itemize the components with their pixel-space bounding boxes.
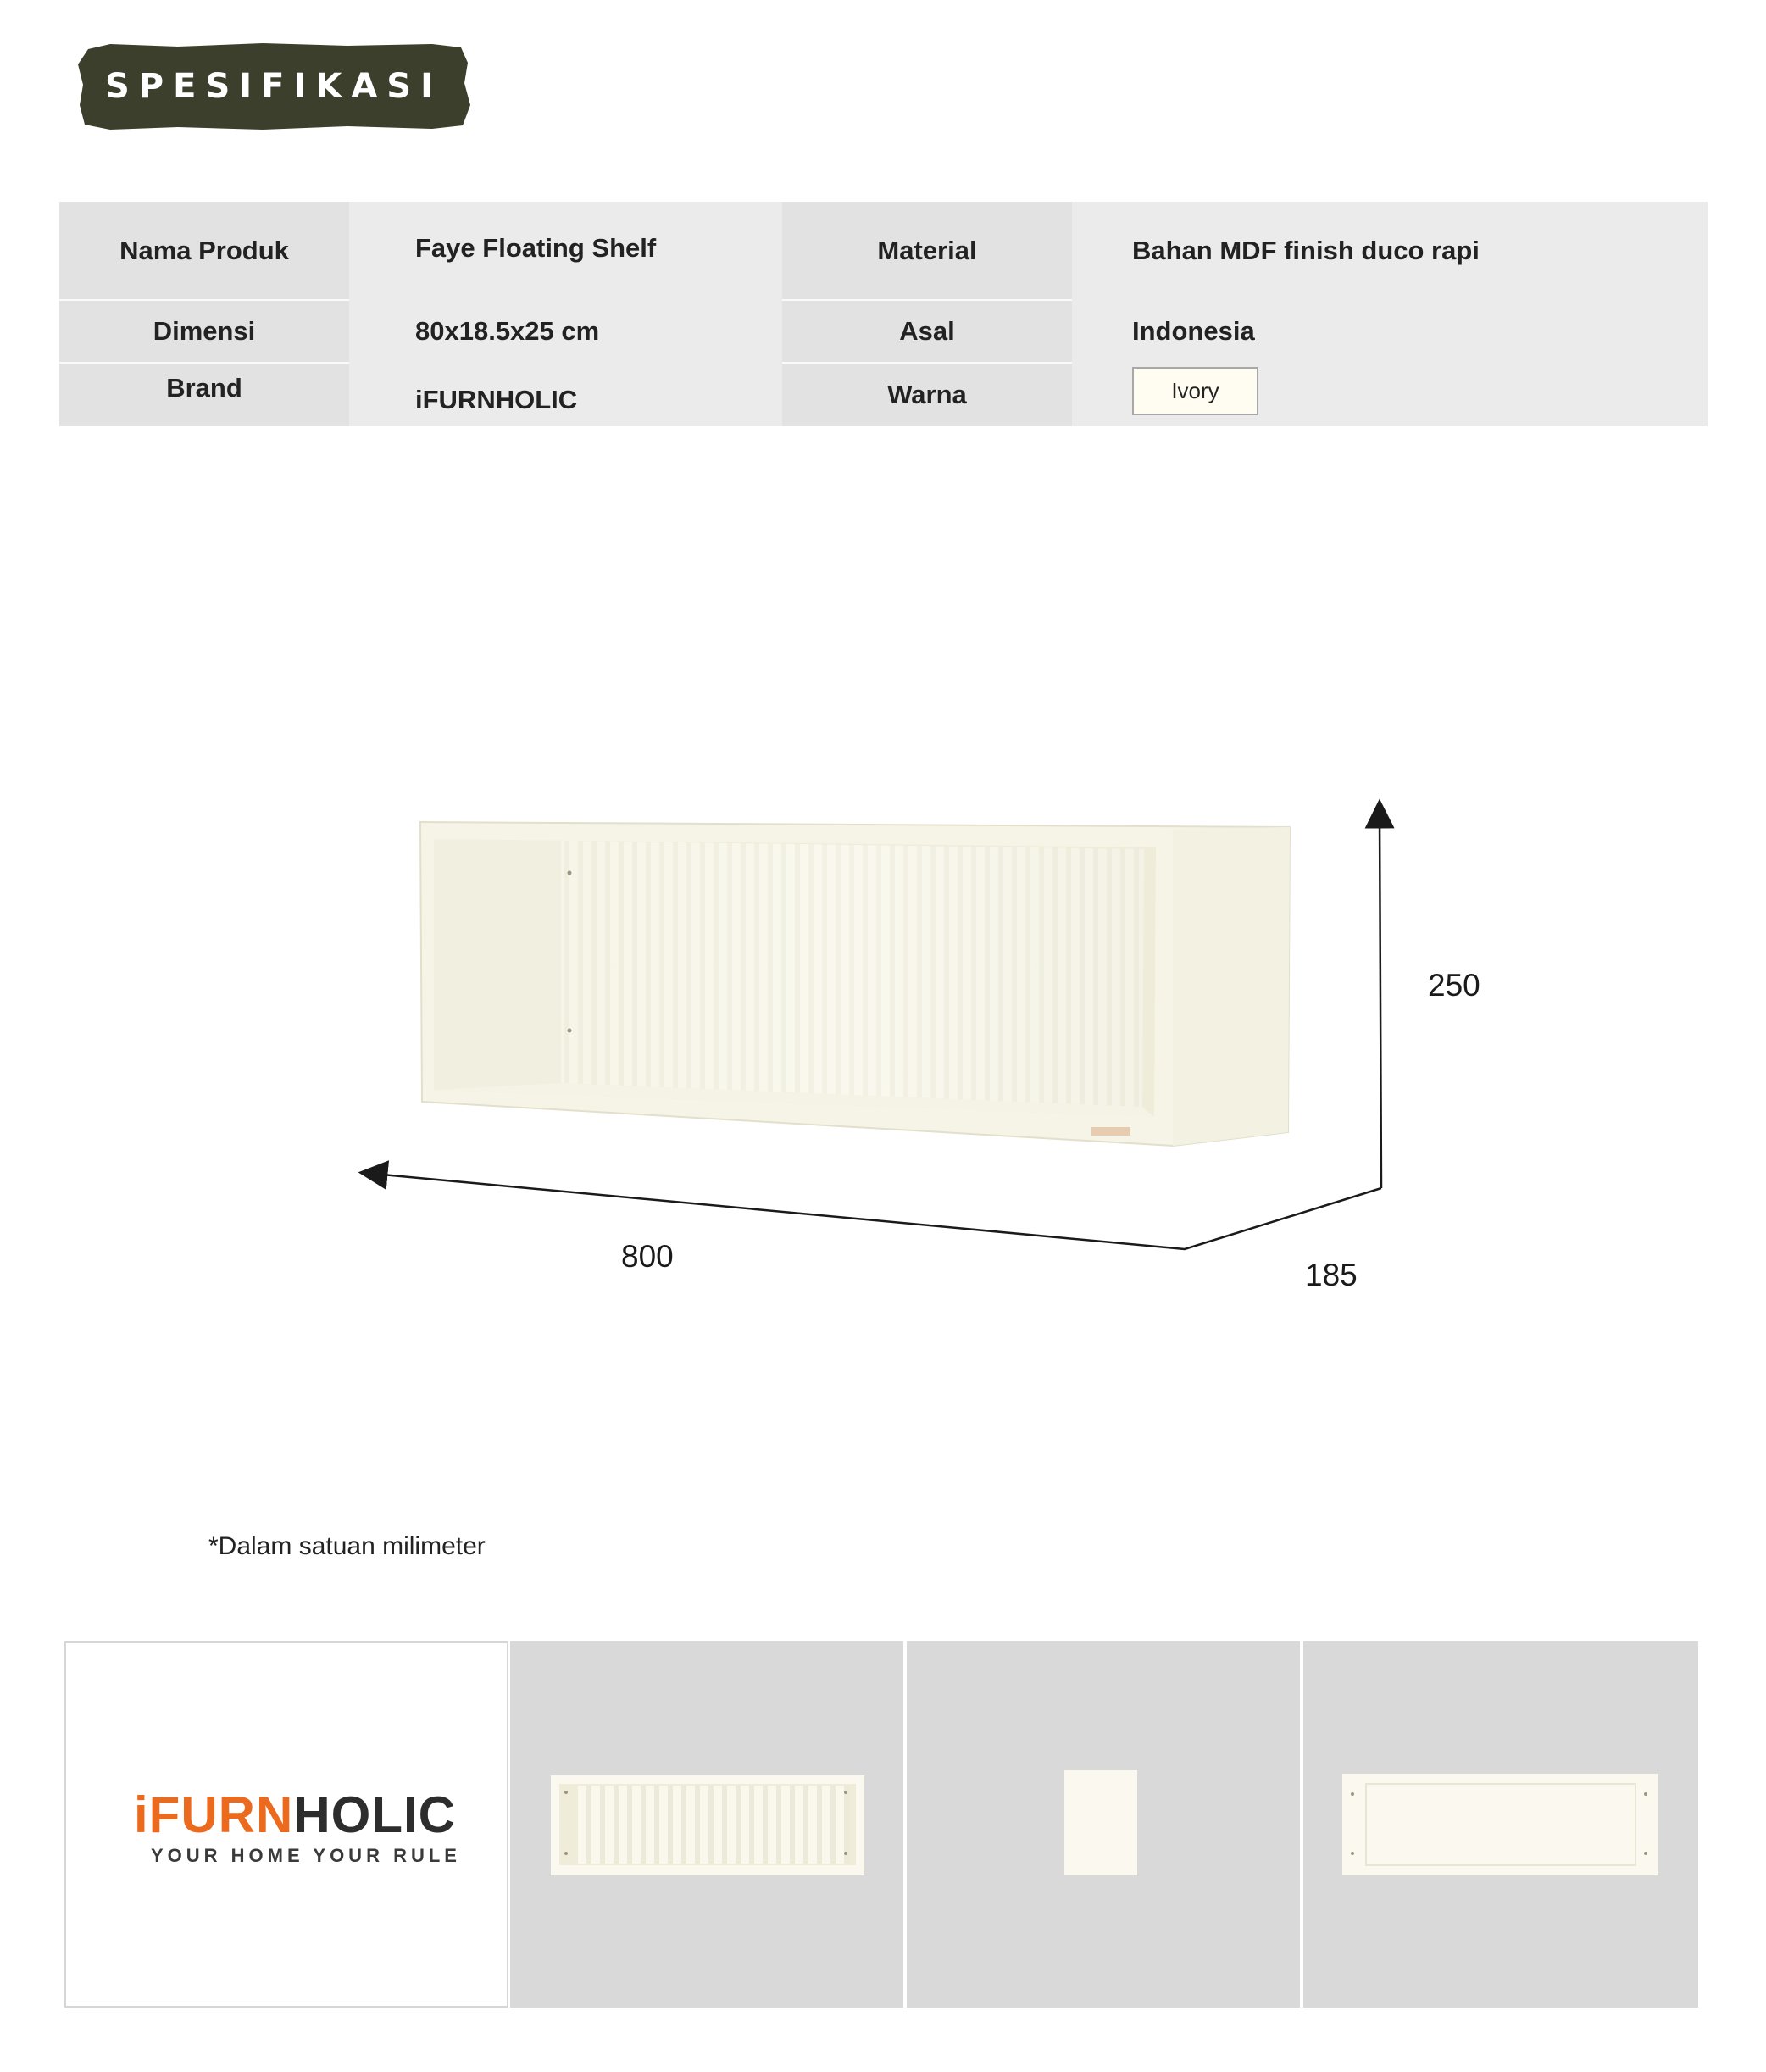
shelf-side-image <box>907 1641 1300 2008</box>
thumbnail-side-view[interactable] <box>907 1641 1300 2008</box>
depth-label: 185 <box>1305 1258 1358 1292</box>
shelf-front-image <box>510 1641 903 2008</box>
spec-label-asal: Asal <box>782 301 1072 362</box>
brand-logo-card <box>64 1641 508 2008</box>
brand-tagline: YOUR HOME YOUR RULE <box>151 1845 461 1866</box>
spec-value-material: Bahan MDF finish duco rapi <box>1132 235 1480 265</box>
height-label: 250 <box>1428 968 1480 1003</box>
spec-label-brand: Brand <box>59 364 349 426</box>
shelf-illustration <box>420 822 1290 1146</box>
spec-label-warna: Warna <box>782 364 1072 426</box>
spec-value-nama-produk: Faye Floating Shelf <box>415 233 657 263</box>
spec-value-dimensi: 80x18.5x25 cm <box>415 316 600 346</box>
shelf-back-image <box>1303 1641 1698 2008</box>
thumbnail-back-view[interactable] <box>1303 1641 1698 2008</box>
color-swatch-ivory: Ivory <box>1132 367 1258 415</box>
spec-label-material: Material <box>782 202 1072 299</box>
width-label: 800 <box>621 1239 674 1274</box>
logo-word-ifurn: iFURN <box>134 1786 294 1843</box>
brand-logo <box>134 1786 456 1844</box>
width-depth-dimension-line <box>373 1174 1381 1249</box>
spec-value-brand: iFURNHOLIC <box>415 385 578 414</box>
spec-label-dimensi: Dimensi <box>59 301 349 362</box>
section-title: SPESIFIKASI <box>105 67 442 106</box>
thumbnail-front-view[interactable] <box>510 1641 903 2008</box>
logo-word-holic: HOLIC <box>293 1786 456 1843</box>
spec-value-asal: Indonesia <box>1132 316 1255 346</box>
spec-label-nama-produk: Nama Produk <box>59 202 349 299</box>
height-dimension-line <box>1380 814 1381 1188</box>
unit-note: *Dalam satuan milimeter <box>208 1532 486 1560</box>
